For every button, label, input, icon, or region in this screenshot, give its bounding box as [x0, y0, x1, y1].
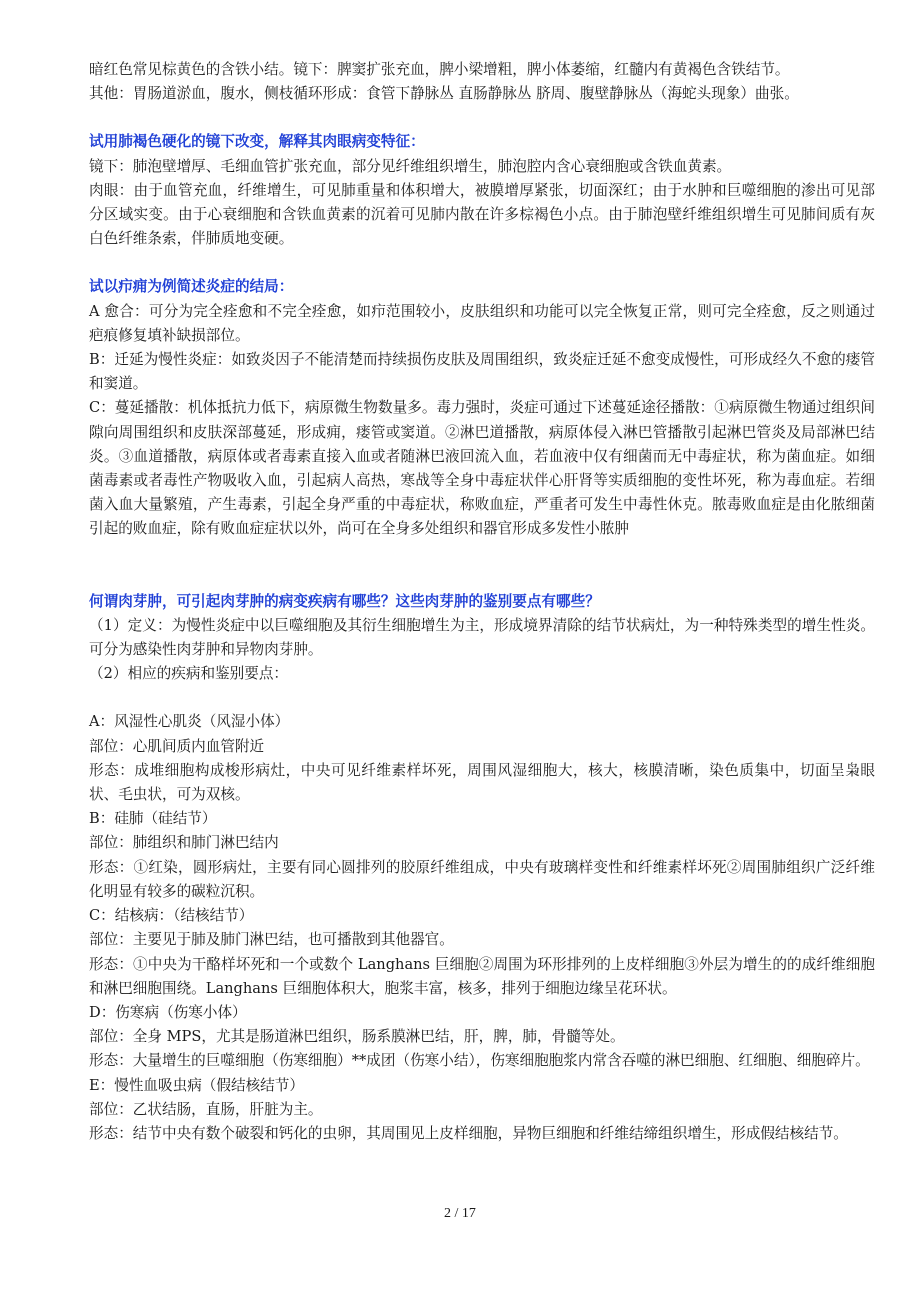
granuloma-item-d: [89, 1001, 875, 1074]
furuncle-c: C：蔓延播散：机体抵抗力低下，病原微生物数量多。毒力强时，炎症可通过下述蔓延途径播散：①病原微生物通过组织间隙向周围组织和皮肤深部蔓延，形成痈，瘘管或窦道。②淋巴道播散，病原体侵入淋巴管播散引起淋巴管炎及局部淋巴结炎。③血道播散，病原体或者毒素直接入血或者随淋巴液回流入血，若血液中仅有细菌而无中毒症状，称为菌血症。如细菌毒素或者毒性产物吸收入血，引起病人高热，寒战等全身中毒症状伴心肝肾等实质细胞的变性坏死，称为毒血症。若细菌入血大量繁殖，产生毒素，引起全身严重的中毒症状，称败血症，严重者可发生中毒性休克。脓毒败血症是由化脓细菌引起的败血症，除有败血症症状以外，尚可在全身多处组织和器官形成多发性小脓肿: [89, 399, 875, 538]
intro-line-2: 其他：胃肠道淤血，腹水，侧枝循环形成：食管下静脉丛 直肠静脉丛 脐周、腹壁静脉丛（海蛇头现象）曲张。: [89, 85, 799, 103]
item-site: 部位：全身 MPS，尤其是肠道淋巴组织，肠系膜淋巴结，肝，脾，肺，骨髓等处。: [89, 1028, 625, 1046]
item-site: 部位：乙状结肠，直肠，肝脏为主。: [89, 1100, 323, 1118]
item-title: D：伤寒病（伤寒小体）: [89, 1003, 247, 1021]
furuncle-a: A 愈合：可分为完全痊愈和不完全痊愈，如疖范围较小，皮肤组织和功能可以完全恢复正常，则可完全痊愈，反之则通过疤痕修复填补缺损部位。: [89, 302, 875, 344]
lung-heading: 试用肺褐色硬化的镜下改变，解释其肉眼病变特征：: [89, 133, 425, 151]
item-form: 形态：大量增生的巨噬细胞（伤寒细胞）**成团（伤寒小结），伤寒细胞胞浆内常含吞噬的淋巴细胞、红细胞、细胞碎片。: [89, 1052, 870, 1070]
item-form: 形态：①中央为干酪样坏死和一个或数个 Langhans 巨细胞②周围为环形排列的上皮样细胞③外层为增生的的成纤维细胞和淋巴细胞围绕。Langhans 巨细胞体积大，胞浆丰富，核多，排列于细胞边缘呈花环状。: [89, 955, 875, 997]
item-title: C：结核病：（结核结节）: [89, 907, 254, 925]
granuloma-sub: （2）相应的疾病和鉴别要点：: [89, 665, 289, 683]
item-site: 部位：主要见于肺及肺门淋巴结，也可播散到其他器官。: [89, 931, 454, 949]
item-form: 形态：①红染，圆形病灶，主要有同心圆排列的胶原纤维组成，中央有玻璃样变性和纤维素样坏死②周围肺组织广泛纤维化明显有较多的碳粒沉积。: [89, 858, 875, 900]
item-form: 形态：成堆细胞构成梭形病灶，中央可见纤维素样坏死，周围风湿细胞大，核大，核膜清晰，染色质集中，切面呈枭眼状、毛虫状，可为双核。: [89, 761, 875, 804]
item-title: E：慢性血吸虫病（假结核结节）: [89, 1076, 304, 1094]
item-site: 部位：心肌间质内血管附近: [89, 737, 265, 755]
granuloma-item-a: [89, 710, 875, 807]
furuncle-b: B：迁延为慢性炎症：如致炎因子不能清楚而持续损伤皮肤及周围组织，致炎症迁延不愈变成慢性，可形成经久不愈的瘘管和窦道。: [89, 351, 875, 393]
document-body: [89, 58, 875, 1146]
intro-line-1: 暗红色常见棕黄色的含铁小结。镜下：脾窦扩张充血，脾小梁增粗，脾小体萎缩，红髓内有黄褐色含铁结节。: [89, 61, 790, 78]
item-site: 部位：肺组织和肺门淋巴结内: [89, 834, 279, 852]
lung-micro: 镜下：肺泡壁增厚、毛细血管扩张充血，部分见纤维组织增生，肺泡腔内含心衰细胞或含铁血黄素。: [89, 157, 732, 175]
granuloma-item-e: [89, 1074, 875, 1147]
granuloma-item-c: [89, 904, 875, 1001]
page-number: 2 / 17: [444, 1206, 476, 1221]
granuloma-heading: 何谓肉芽肿，可引起肉芽肿的病变疾病有哪些？这些肉芽肿的鉴别要点有哪些？: [89, 592, 600, 610]
furuncle-heading: 试以疖痈为例简述炎症的结局：: [89, 278, 294, 296]
granuloma-item-b: [89, 807, 875, 904]
item-title: B：硅肺（硅结节）: [89, 810, 217, 828]
granuloma-definition: （1）定义：为慢性炎症中以巨噬细胞及其衍生细胞增生为主，形成境界清除的结节状病灶，为一种特殊类型的增生性炎。可分为感染性肉芽肿和异物肉芽肿。: [89, 616, 875, 659]
item-title: A：风湿性心肌炎（风湿小体）: [89, 713, 290, 731]
item-form: 形态：结节中央有数个破裂和钙化的虫卵，其周围见上皮样细胞，异物巨细胞和纤维结缔组织增生，形成假结核结节。: [89, 1124, 848, 1142]
lung-gross: 肉眼：由于血管充血，纤维增生，可见肺重量和体积增大，被膜增厚紧张，切面深红；由于水肿和巨噬细胞的渗出可见部分区域实变。由于心衰细胞和含铁血黄素的沉着可见肺内散在许多棕褐色小点。由于肺泡壁纤维组织增生可见肺间质有灰白色纤维条索，伴肺质地变硬。: [89, 181, 875, 248]
